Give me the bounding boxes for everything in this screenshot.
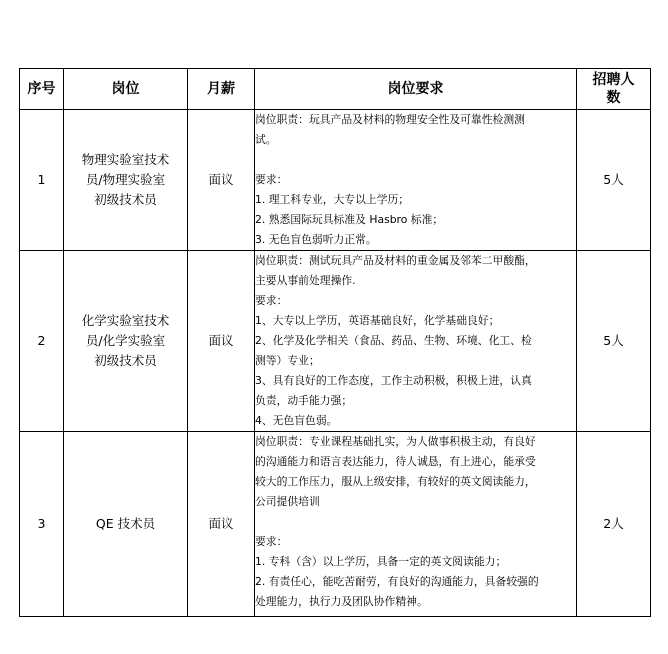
requirement-line: 测等）专业； — [255, 354, 320, 367]
requirement-line: 要求： — [255, 173, 288, 186]
requirement-line: 2. 有责任心，能吃苦耐劳，有良好的沟通能力，具备较强的 — [255, 575, 539, 588]
blank-line — [255, 150, 576, 170]
salary-cell: 面议 — [188, 251, 255, 432]
position-cell — [64, 110, 188, 251]
requirement-line: 处理能力，执行力及团队协作精神。 — [255, 595, 428, 608]
requirements-cell — [255, 110, 577, 251]
position-line: QE 技术员 — [95, 516, 156, 531]
header-salary: 月薪 — [188, 69, 255, 110]
header-count-line: 招聘人 — [592, 72, 635, 88]
requirement-line: 3. 无色盲色弱听力正常。 — [255, 233, 377, 246]
table-row — [20, 432, 651, 617]
headcount-cell: 2人 — [577, 432, 651, 617]
row-number: 2 — [20, 251, 64, 432]
requirement-line: 要求： — [255, 535, 288, 548]
requirement-line: 2、化学及化学相关（食品、药品、生物、环境、化工、检 — [255, 334, 532, 347]
requirement-line: 公司提供培训 — [255, 495, 320, 508]
requirements-cell — [255, 432, 577, 617]
requirement-line: 4、无色盲色弱。 — [255, 414, 338, 427]
position-cell — [64, 432, 188, 617]
requirement-line: 较大的工作压力，服从上级安排，有较好的英文阅读能力， — [255, 475, 536, 488]
header-requirements: 岗位要求 — [255, 69, 577, 110]
position-line: 员/化学实验室 — [85, 333, 166, 348]
table-row — [20, 110, 651, 251]
requirement-line: 主要从事前处理操作. — [255, 274, 356, 287]
requirement-line: 1. 专科（含）以上学历，具备一定的英文阅读能力； — [255, 555, 507, 568]
requirement-line: 2. 熟悉国际玩具标准及 Hasbro 标准； — [255, 213, 444, 226]
salary-cell: 面议 — [188, 110, 255, 251]
requirement-line: 3、具有良好的工作态度，工作主动积极，积极上进，认真 — [255, 374, 532, 387]
blank-line — [255, 512, 576, 532]
requirement-line: 1、大专以上学历，英语基础良好，化学基础良好； — [255, 314, 500, 327]
salary-cell: 面议 — [188, 432, 255, 617]
header-position: 岗位 — [64, 69, 188, 110]
position-line: 初级技术员 — [94, 192, 157, 207]
headcount-cell: 5人 — [577, 110, 651, 251]
row-number: 1 — [20, 110, 64, 251]
requirement-line: 岗位职责：测试玩具产品及材料的重金属及邻苯二甲酸酯， — [255, 254, 536, 267]
recruitment-table — [19, 68, 651, 617]
requirement-line: 岗位职责：玩具产品及材料的物理安全性及可靠性检测测 — [255, 113, 525, 126]
requirement-line: 1. 理工科专业，大专以上学历； — [255, 193, 410, 206]
row-number: 3 — [20, 432, 64, 617]
requirement-line: 要求： — [255, 294, 288, 307]
header-count — [577, 69, 651, 110]
requirements-cell — [255, 251, 577, 432]
requirement-line: 岗位职责：专业课程基础扎实，为人做事积极主动，有良好 — [255, 435, 536, 448]
requirement-line: 的沟通能力和语言表达能力，待人诚恳，有上进心，能承受 — [255, 455, 536, 468]
headcount-cell: 5人 — [577, 251, 651, 432]
position-cell — [64, 251, 188, 432]
position-line: 员/物理实验室 — [85, 172, 166, 187]
requirement-line: 负责，动手能力强； — [255, 394, 353, 407]
position-line: 物理实验室技术 — [81, 152, 170, 167]
position-line: 化学实验室技术 — [81, 313, 170, 328]
header-count-line: 数 — [606, 90, 621, 106]
position-line: 初级技术员 — [94, 353, 157, 368]
requirement-line: 试。 — [255, 133, 277, 146]
header-no: 序号 — [20, 69, 64, 110]
table-row — [20, 251, 651, 432]
header-row — [20, 69, 651, 110]
